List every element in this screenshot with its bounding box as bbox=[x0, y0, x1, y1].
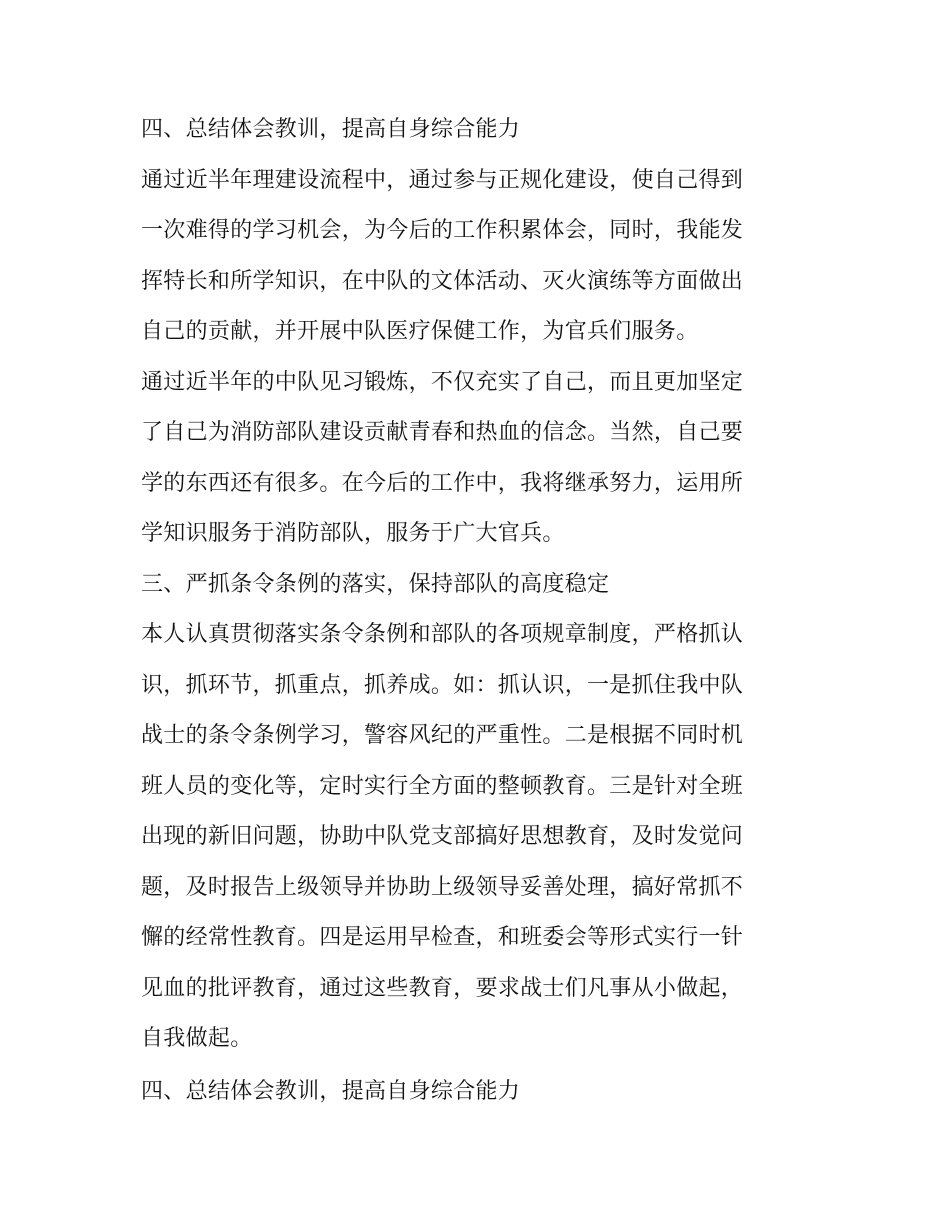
paragraph-line: 一次难得的学习机会，为今后的工作积累体会，同时，我能发 bbox=[141, 218, 744, 243]
paragraph-line: 见血的批评教育，通过这些教育，要求战士们凡事从小做起， bbox=[141, 976, 744, 1001]
paragraph-line: 挥特长和所学知识，在中队的文体活动、灭火演练等方面做出 bbox=[141, 269, 744, 294]
heading-section-four: 四、总结体会教训，提高自身综合能力 bbox=[141, 117, 521, 142]
paragraph-line: 识，抓环节，抓重点，抓养成。如：抓认识，一是抓住我中队 bbox=[141, 673, 744, 698]
paragraph-line: 通过近半年的中队见习锻炼，不仅充实了自己，而且更加坚定 bbox=[141, 370, 744, 395]
paragraph-line: 班人员的变化等，定时实行全方面的整顿教育。三是针对全班 bbox=[141, 774, 744, 799]
paragraph-line: 懈的经常性教育。四是运用早检查，和班委会等形式实行一针 bbox=[141, 925, 744, 950]
paragraph-line: 了自己为消防部队建设贡献青春和热血的信念。当然，自己要 bbox=[141, 420, 744, 445]
heading-section-four-repeat: 四、总结体会教训，提高自身综合能力 bbox=[141, 1079, 521, 1104]
paragraph-line: 本人认真贯彻落实条令条例和部队的各项规章制度，严格抓认 bbox=[141, 622, 744, 647]
paragraph-line: 通过近半年理建设流程中，通过参与正规化建设，使自己得到 bbox=[141, 168, 744, 193]
paragraph-line: 自我做起。 bbox=[141, 1026, 253, 1051]
paragraph-line: 战士的条令条例学习，警容风纪的严重性。二是根据不同时机 bbox=[141, 723, 744, 748]
paragraph-line: 学的东西还有很多。在今后的工作中，我将继承努力，运用所 bbox=[141, 471, 744, 496]
paragraph-line: 学知识服务于消防部队，服务于广大官兵。 bbox=[141, 521, 565, 546]
paragraph-line: 出现的新旧问题，协助中队党支部搞好思想教育，及时发觉问 bbox=[141, 824, 744, 849]
heading-section-three: 三、严抓条令条例的落实，保持部队的高度稳定 bbox=[141, 572, 610, 597]
paragraph-line: 题，及时报告上级领导并协助上级领导妥善处理，搞好常抓不 bbox=[141, 875, 744, 900]
paragraph-line: 自己的贡献，并开展中队医疗保健工作，为官兵们服务。 bbox=[141, 319, 699, 344]
